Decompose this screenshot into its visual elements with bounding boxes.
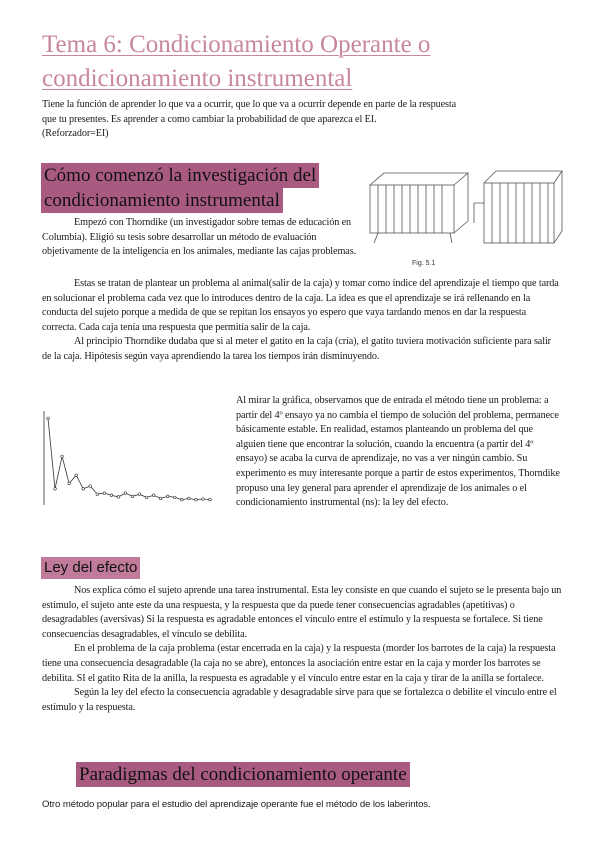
data-point (195, 498, 198, 501)
page-title: Tema 6: Condicionamiento Operante o condicionamiento instrumental (42, 31, 431, 92)
data-point (47, 417, 50, 420)
data-point (166, 495, 169, 498)
data-point (54, 487, 57, 490)
data-point (103, 492, 106, 495)
paragraph-grafica: Al mirar la gráfica, observamos que de entrada el método tiene un problema: a partir del 4º ensayo ya no cambia el tiempo de solución del problema, permanece básicamente estable. En realidad, estamos planteando un problema del que alguien tiene que encontrar la solución, cuando la encuentra (a partir del 4º ensayo) se acaba la curva de aprendizaje, no vas a ver ningún cambio. Su experimento es muy interesante porque a partir de estos experimentos, Thorndike propuso una ley general para aprender el aprendizaje de los animales o el condicionamiento instrumental (ns): la ley del efecto. (236, 395, 560, 509)
data-point (124, 492, 127, 495)
puzzle-box-figure (366, 163, 566, 273)
data-point (209, 498, 212, 501)
learning-curve-svg (38, 405, 218, 515)
data-point (96, 493, 99, 496)
section-heading-investigacion: Cómo comenzó la investigación del condicionamiento instrumental (41, 163, 361, 213)
data-point (152, 494, 155, 497)
series-line (48, 418, 210, 499)
paragraph-ley-efecto: Nos explica cómo el sujeto aprende una tarea instrumental. Esta ley consiste en que cuando el sujeto se le presenta bajo un estímulo, el sujeto ante este da una respuesta, y la respuesta que da puede tener consecuencias agradables (apetitivas) o desagradables (aversivas) Si la respuesta es agradable entonces el vínculo entre el estímulo y la respuesta se fortalece. Si tiene consecuencias desagradables, el vínculo se debilita. En el problema de la caja problema (estar encerrada en la caja) y la respuesta (morder los barrotes de la caja) la respuesta tiene una consecuencia desagradable (la caja no se abre), entonces la asociación entre estar en la caja y morder los barrotes se debilita. SI el gatito Rita de la anilla, la respuesta es agradable y el vínculo entre estar en la caja y tirar de la anilla se fortalece. Según la ley del efecto la consecuencia agradable y desagradable sirve para que se fortalezca o debilite el vínculo entre el estímulo y la respuesta. (42, 585, 562, 713)
data-point (159, 497, 162, 500)
data-point (82, 487, 85, 490)
intro-paragraph: Tiene la función de aprender lo que va a ocurrir, que lo que va a ocurrir depende en parte de la respuesta que tu presentes. Es aprender a como cambiar la probabilidad de que aparezca el EI. (Reforzador=EI) (42, 99, 457, 140)
data-point (131, 495, 134, 498)
data-point (173, 496, 176, 499)
data-point (110, 494, 113, 497)
data-point (89, 485, 92, 488)
data-point (68, 482, 71, 485)
section-heading-ley-efecto: Ley del efecto (41, 557, 140, 579)
paragraph-thorndike: Empezó con Thorndike (un investigador sobre temas de educación en Columbia). Eligió su tesis sobre desarrollar un método de evaluación objetivamente de la inteligencia en los animales, mediante las cajas problemas. (42, 217, 357, 258)
figure-caption: Fig. 5.1 (412, 260, 436, 267)
paragraph-paradigmas: Otro método popular para el estudio del aprendizaje operante fue el método de los laberintos. (42, 799, 431, 810)
data-point (202, 498, 205, 501)
data-point (61, 455, 64, 458)
data-point (145, 496, 148, 499)
data-point (138, 493, 141, 496)
data-point (117, 496, 120, 499)
learning-curve-chart (38, 405, 218, 515)
data-point (75, 474, 78, 477)
section-heading-paradigmas: Paradigmas del condicionamiento operante (76, 762, 410, 787)
puzzle-box-illustration (366, 163, 566, 273)
paragraph-cajas: Estas se tratan de plantear un problema al animal(salir de la caja) y tomar como índice del aprendizaje el tiempo que tarda en solucionar el problema cada vez que lo introduces dentro de la caja. La idea es que el aprendizaje se irá rellenando en la conducta del sujeto porque a medida de que se repitan los ensayos yo espero que vaya tardando menos en dar la respuesta correcta. Cada caja tenía una respuesta que permitía salir de la caja. Al principio Thorndike dudaba que si al meter el gatito en la caja (cría), el gatito tuviera motivación suficiente para salir de la caja. Hipótesis según vaya aprendiendo la tarea los tiempos irán disminuyendo. (42, 278, 559, 362)
data-point (188, 497, 191, 500)
data-point (181, 498, 184, 501)
